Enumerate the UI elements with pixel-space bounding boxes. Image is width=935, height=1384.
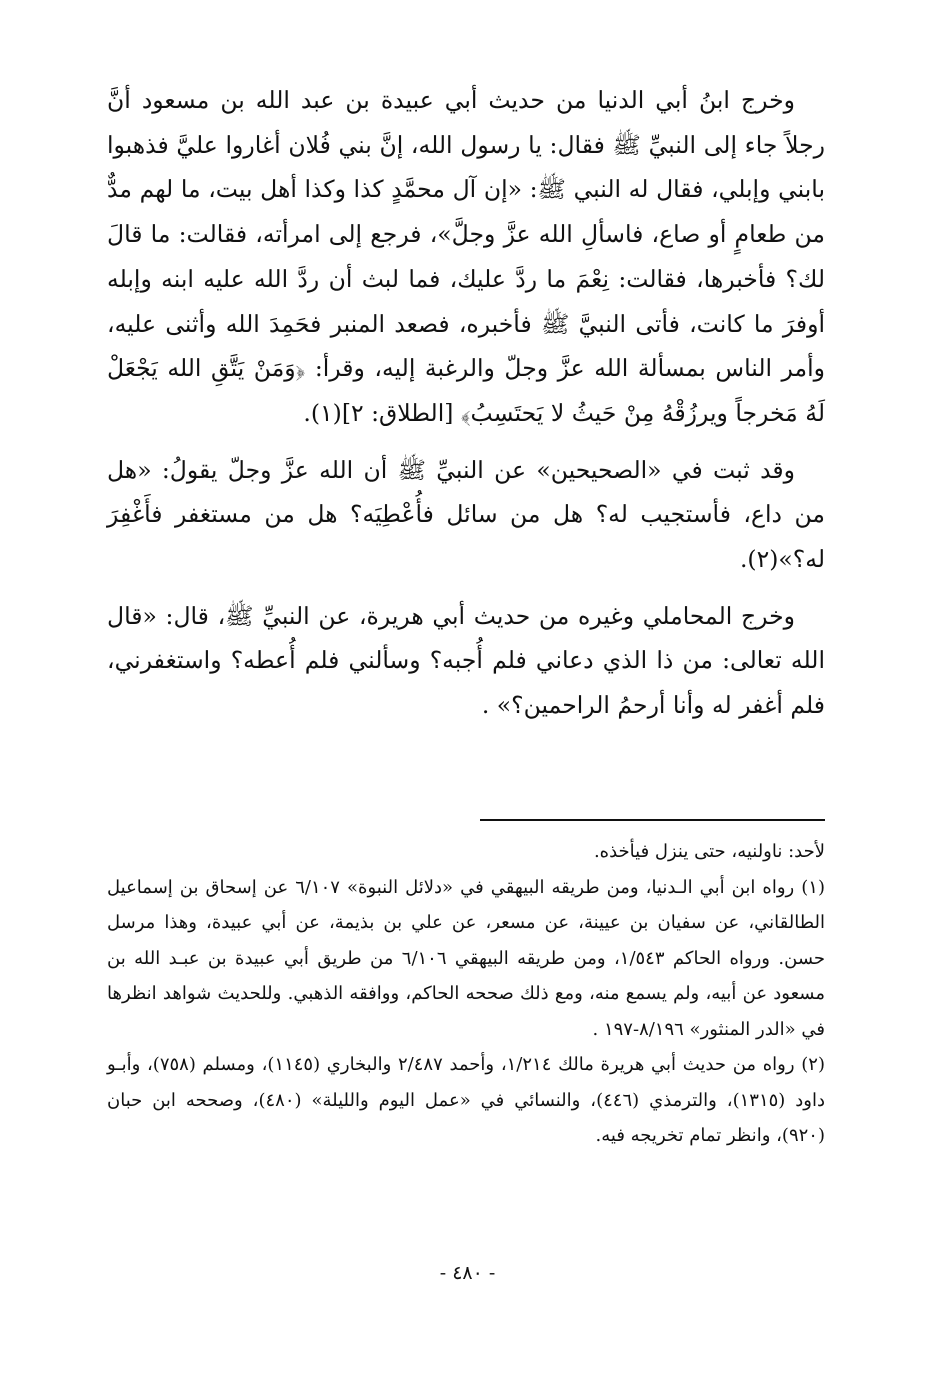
paragraph-mahamili-hadith: وخرج المحاملي وغيره من حديث أبي هريرة، عن النبيِّ ﷺ، قال: «قال الله تعالى: من ذا الذي دعاني فلم أُجبه؟ وسألني فلم أُعطه؟ واستغفرني، فلم أغفر له وأنا أرحمُ الراحمين؟» . [107, 601, 825, 720]
footnote-continuation: لأحد: ناولنيه، حتى ينزل فيأخذه. [593, 841, 825, 862]
main-text-block [107, 78, 825, 740]
paragraph-sahihayn-hadith: وقد ثبت في «الصحيحين» عن النبيِّ ﷺ أن الله عزَّ وجلّ يقولُ: «هل من داع، فأستجيب له؟ هل من سائل فأُعْطِيَه؟ هل من مستغفر فأَغْفِرَ له؟»(٢). [107, 455, 825, 574]
footnotes-block [107, 834, 825, 1154]
footnote-1: (١) رواه ابن أبي الـدنيا، ومن طريقه البيهقي في «دلائل النبوة» ٦/١٠٧ عن إسحاق بن إسماعيل الطالقاني، عن سفيان بن عيينة، عن مسعر، عن علي بن بذيمة، عن أبي عبيدة، وهذا مرسل حسن. ورواه الحاكم ١/٥٤٣، ومن طريقه البيهقي ٦/١٠٦ من طريق أبي عبيدة بن عبـد الله بن مسعود عن أبيه، ولم يسمع منه، ومع ذلك صححه الحاكم، ووافقه الذهبي. وللحديث شواهد انظرها في «الدر المنثور» ٨/١٩٦-١٩٧ . [107, 876, 826, 1040]
footnote-2: (٢) رواه من حديث أبي هريرة مالك ١/٢١٤، وأحمد ٢/٤٨٧ والبخاري (١١٤٥)، ومسلم (٧٥٨)، وأبـو داود (١٣١٥)، والترمذي (٤٤٦)، والنسائي في «عمل اليوم والليلة» (٤٨٠)، وصححه ابن حبان (٩٢٠)، وانظر تمام تخريجه فيه. [107, 1054, 825, 1146]
page-number: - ٤٨٠ - [439, 1262, 496, 1284]
paragraph-ibn-abi-dunya-narration: وخرج ابنُ أبي الدنيا من حديث أبي عبيدة بن عبد الله بن مسعود أنَّ رجلاً جاء إلى النبيِّ ﷺ فقال: يا رسول الله، إنَّ بني فُلان أغاروا عليَّ فذهبوا بابني وإبلي، فقال له النبي ﷺ: «إن آل محمَّدٍ كذا وكذا أهل بيت، ما لهم مدٌّ من طعامٍ أو صاع، فاسألِ الله عزَّ وجلَّ»، فرجع إلى امرأته، فقالت: ما قالَ لك؟ فأخبرها، فقالت: نِعْمَ ما ردَّ عليك، فما لبث أن ردَّ الله عليه ابنه وإبله أوفرَ ما كانت، فأتى النبيَّ ﷺ فأخبره، فصعد المنبر فحَمِدَ الله وأثنى عليه، وأمر الناس بمسألة الله عزَّ وجلّ والرغبة إليه، وقرأ: ﴿وَمَنْ يَتَّقِ الله يَجْعَلْ لَهُ مَخرجاً ويرزُقْهُ مِنْ حَيثُ لا يَحتَسِبُ﴾ [الطلاق: ٢](١). [107, 86, 825, 427]
footnote-separator [480, 819, 825, 821]
